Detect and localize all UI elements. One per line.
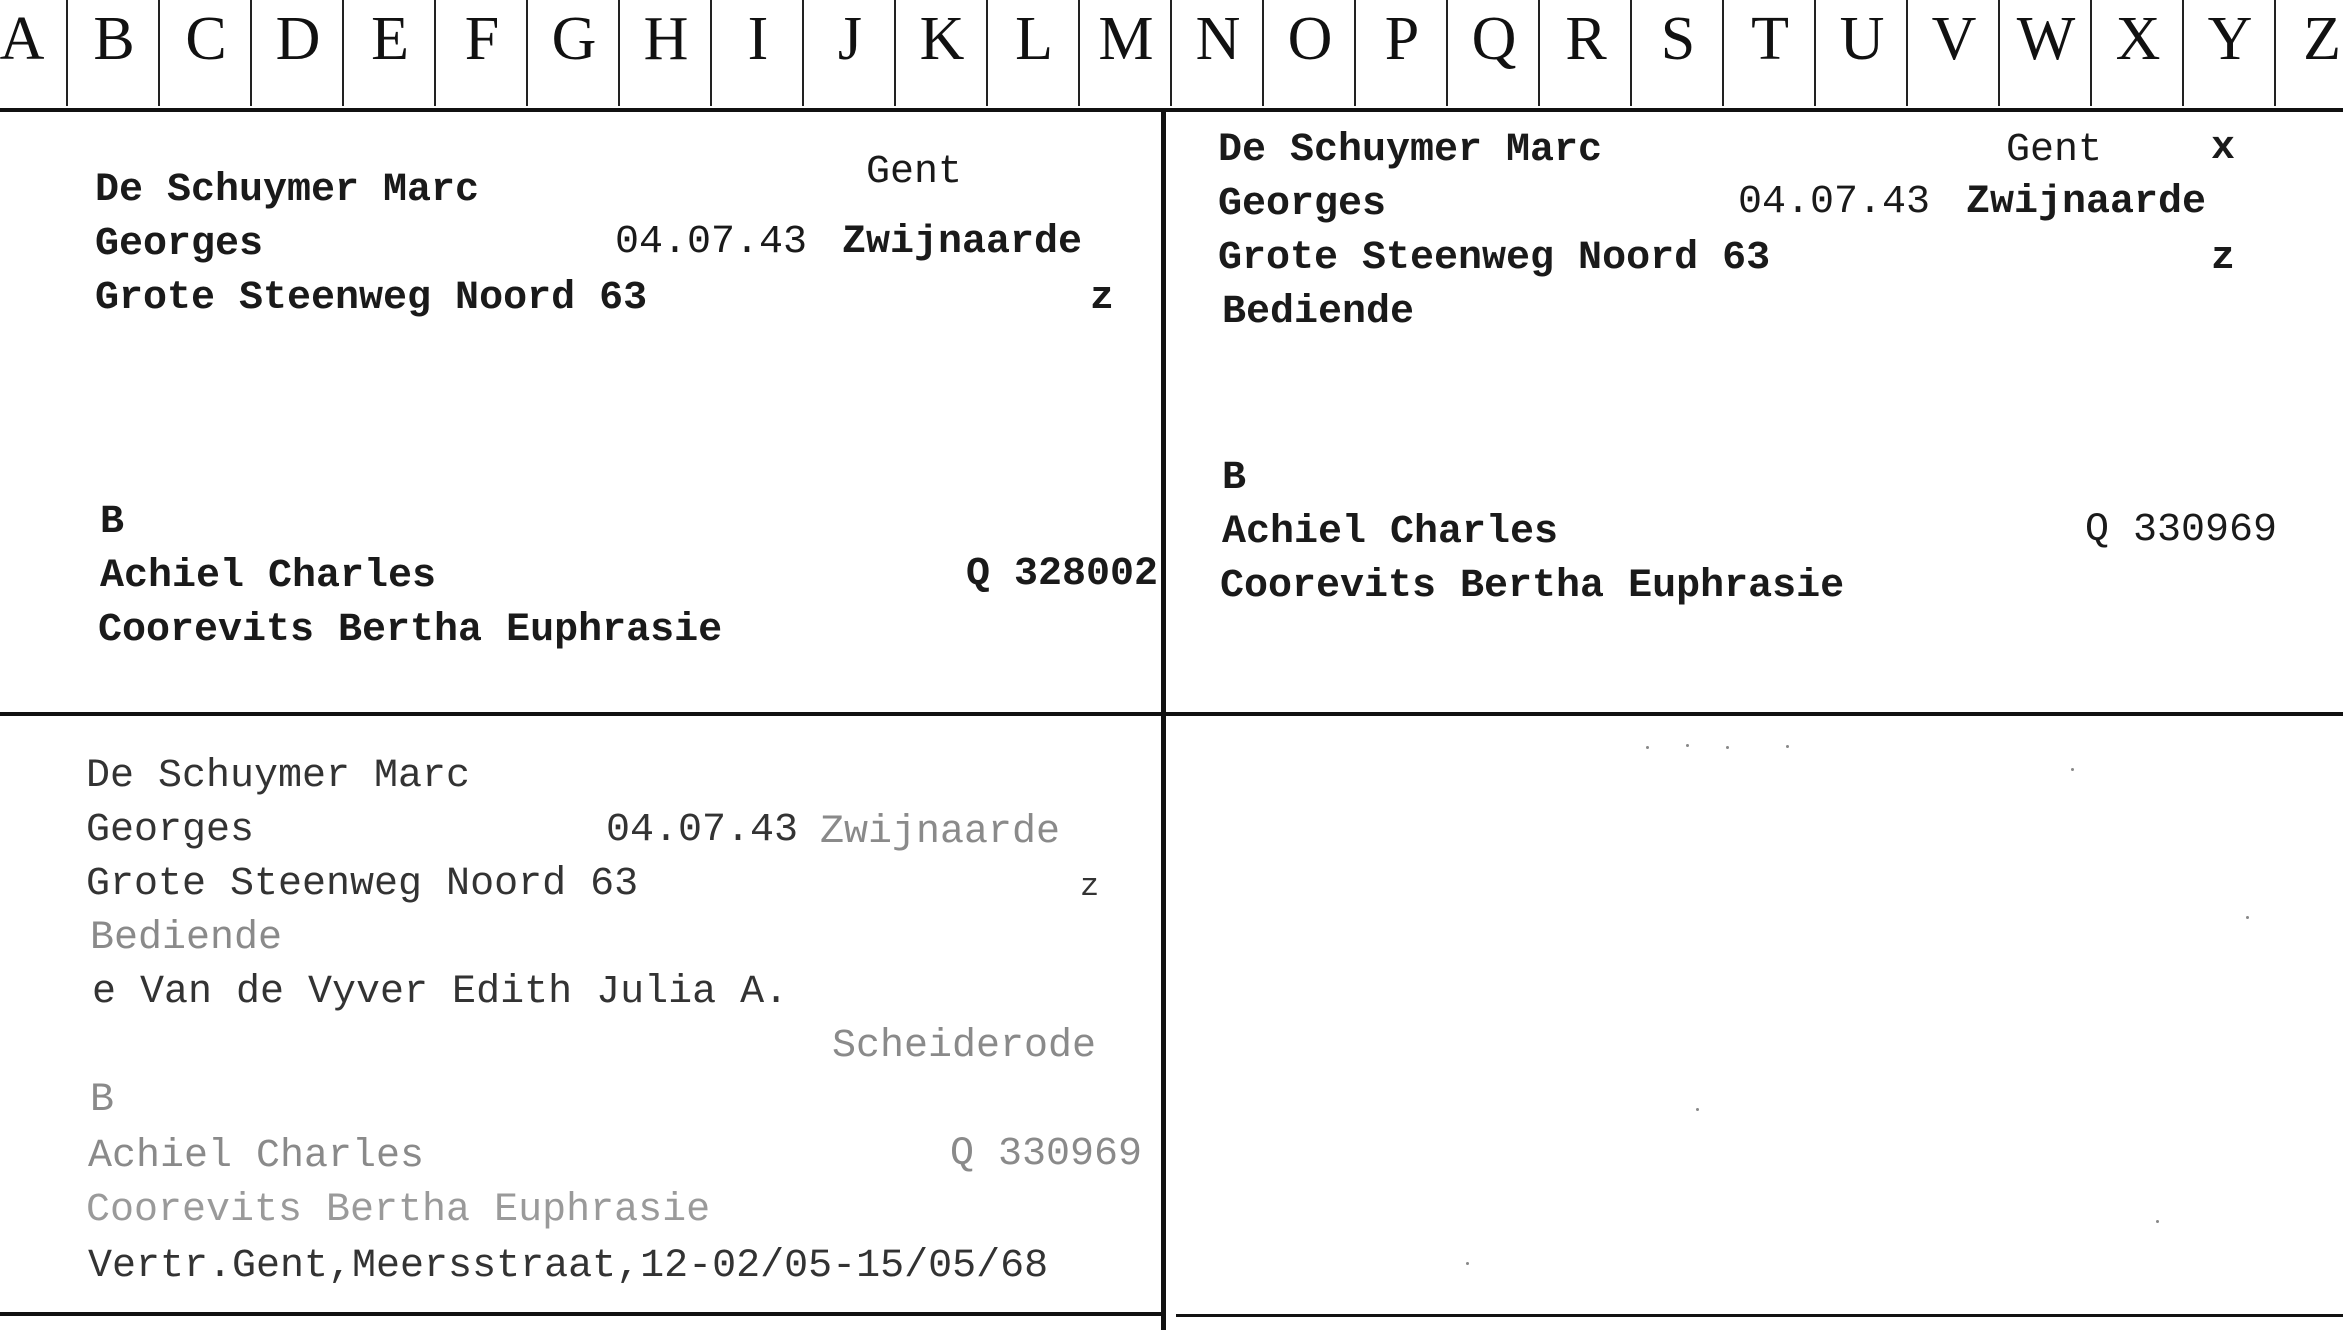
index-letter-g: G bbox=[551, 5, 597, 73]
card-mother: Coorevits Bertha Euphrasie bbox=[86, 1188, 711, 1233]
card-number: Q 330969 bbox=[950, 1132, 1143, 1177]
index-letter-y: Y bbox=[2207, 5, 2253, 73]
card-father: Achiel Charles bbox=[100, 554, 437, 599]
card-name: De Schuymer Marc bbox=[1218, 128, 1603, 173]
scan-speck bbox=[1466, 1262, 1469, 1265]
card-birthplace: Zwijnaarde bbox=[820, 810, 1061, 855]
index-letter-u: U bbox=[1839, 5, 1885, 73]
scan-speck bbox=[1726, 746, 1729, 749]
index-letter-t: T bbox=[1751, 5, 1789, 73]
scan-speck bbox=[1686, 744, 1689, 747]
card-mark: z bbox=[1090, 276, 1115, 321]
card-code: B bbox=[100, 500, 125, 545]
index-letter-x: X bbox=[2115, 5, 2161, 73]
card-number: Q 330969 bbox=[2085, 508, 2278, 553]
card-mark: z bbox=[1080, 868, 1100, 905]
card-birth-date: 04.07.43 bbox=[615, 220, 808, 265]
index-letter-z: Z bbox=[2303, 5, 2341, 73]
index-letter-m: M bbox=[1098, 5, 1154, 73]
index-letter-v: V bbox=[1931, 5, 1977, 73]
index-letter-e: E bbox=[371, 5, 409, 73]
card-city: Gent bbox=[866, 150, 963, 195]
card-birth-date: 04.07.43 bbox=[606, 808, 799, 853]
record-card-bottom-right-blank bbox=[1166, 716, 2343, 1312]
card-occupation: Bediende bbox=[1222, 290, 1415, 335]
card-birthplace: Zwijnaarde bbox=[842, 220, 1083, 265]
bottom-divider-right bbox=[1176, 1314, 2343, 1317]
card-father: Achiel Charles bbox=[88, 1134, 425, 1179]
index-letter-d: D bbox=[275, 5, 321, 73]
scan-speck bbox=[1786, 745, 1789, 748]
card-number: Q 328002 bbox=[966, 552, 1159, 597]
card-code: B bbox=[1222, 456, 1247, 501]
card-code: B bbox=[90, 1078, 115, 1123]
card-birth-date: 04.07.43 bbox=[1738, 180, 1931, 225]
scan-speck bbox=[1696, 1108, 1699, 1111]
card-mother: Coorevits Bertha Euphrasie bbox=[98, 608, 723, 653]
record-card-top-right bbox=[1166, 112, 2343, 712]
index-letter-l: L bbox=[1015, 5, 1053, 73]
card-name: De Schuymer Marc bbox=[86, 754, 471, 799]
card-occupation: Bediende bbox=[90, 916, 283, 961]
index-letter-s: S bbox=[1660, 5, 1696, 73]
index-letter-i: I bbox=[747, 5, 769, 73]
card-departure: Vertr.Gent,Meersstraat,12-02/05-15/05/68 bbox=[88, 1244, 1049, 1289]
card-mother: Coorevits Bertha Euphrasie bbox=[1220, 564, 1845, 609]
index-letter-f: F bbox=[464, 5, 500, 73]
scan-speck bbox=[2071, 768, 2074, 771]
index-letter-b: B bbox=[93, 5, 135, 73]
card-given-name: Georges bbox=[1218, 182, 1387, 227]
card-given-name: Georges bbox=[95, 222, 264, 267]
index-letter-o: O bbox=[1287, 5, 1333, 73]
index-letter-a: A bbox=[0, 5, 45, 73]
index-letter-c: C bbox=[185, 5, 227, 73]
scan-speck bbox=[1646, 746, 1649, 749]
card-address: Grote Steenweg Noord 63 bbox=[1218, 236, 1771, 281]
card-given-name: Georges bbox=[86, 808, 255, 853]
card-city: Gent bbox=[2006, 128, 2103, 173]
card-spouse-place: Scheiderode bbox=[832, 1024, 1097, 1069]
index-letter-j: J bbox=[837, 5, 863, 73]
alphabet-index-bar bbox=[0, 0, 2343, 112]
scan-speck bbox=[2156, 1220, 2159, 1223]
index-letter-r: R bbox=[1565, 5, 1607, 73]
index-letter-n: N bbox=[1195, 5, 1241, 73]
index-letter-k: K bbox=[919, 5, 965, 73]
card-name: De Schuymer Marc bbox=[95, 168, 480, 213]
bottom-divider bbox=[0, 1312, 1162, 1316]
scan-speck bbox=[2246, 916, 2249, 919]
card-birthplace: Zwijnaarde bbox=[1966, 180, 2207, 225]
index-letter-w: W bbox=[2016, 5, 2076, 73]
record-card-bottom-left bbox=[0, 716, 1160, 1312]
card-address: Grote Steenweg Noord 63 bbox=[86, 862, 639, 907]
record-card-top-left bbox=[0, 112, 1160, 712]
index-letter-p: P bbox=[1384, 5, 1420, 73]
card-mark: z bbox=[2211, 236, 2236, 281]
card-flag: x bbox=[2211, 126, 2236, 171]
index-letter-h: H bbox=[643, 5, 689, 73]
card-spouse: e Van de Vyver Edith Julia A. bbox=[92, 970, 789, 1015]
index-letter-q: Q bbox=[1471, 5, 1517, 73]
card-address: Grote Steenweg Noord 63 bbox=[95, 276, 648, 321]
card-father: Achiel Charles bbox=[1222, 510, 1559, 555]
